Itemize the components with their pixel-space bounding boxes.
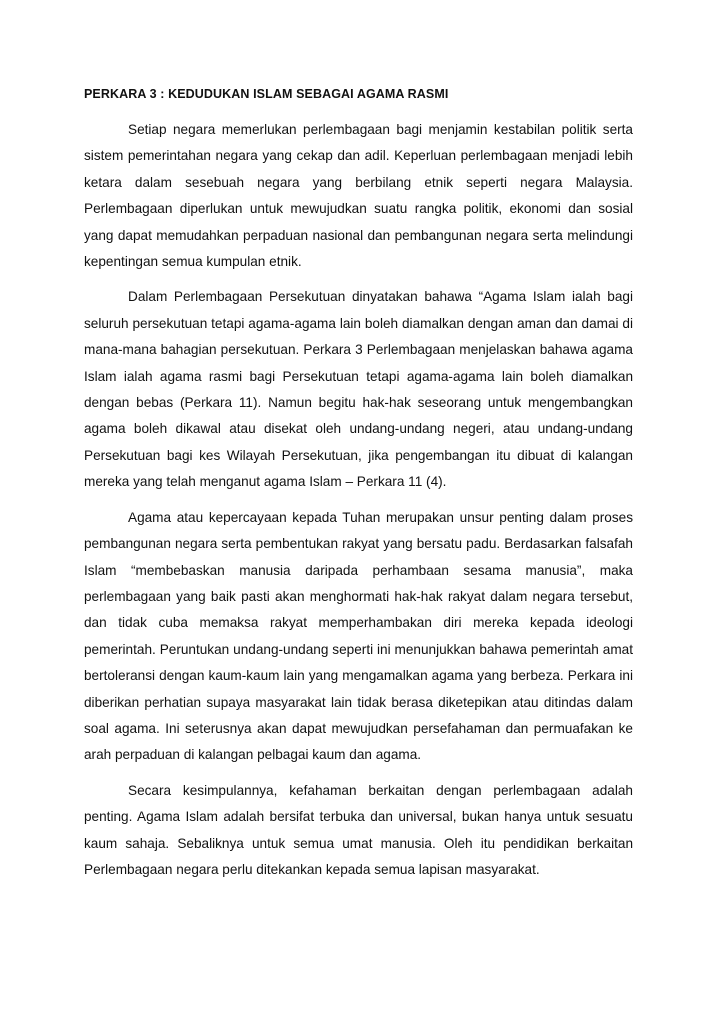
paragraph-introduction: Setiap negara memerlukan perlembagaan bagi menjamin kestabilan politik serta sistem pemerintahan negara yang cekap dan adil. Keperluan perlembagaan menjadi lebih ketara dalam sesebuah negara yang berbilang etnik seperti negara Malaysia. Perlembagaan diperlukan untuk mewujudkan suatu rangka politik, ekonomi dan sosial yang dapat memudahkan perpaduan nasional dan pembangunan negara serta melindungi kepentingan semua kumpulan etnik. <box>84 122 633 270</box>
document-body <box>84 85 633 892</box>
document-heading: PERKARA 3 : KEDUDUKAN ISLAM SEBAGAI AGAMA RASMI <box>84 87 449 101</box>
paragraph-religion-and-nation: Agama atau kepercayaan kepada Tuhan merupakan unsur penting dalam proses pembangunan negara serta pembentukan rakyat yang bersatu padu. Berdasarkan falsafah Islam “membebaskan manusia daripada perhambaan sesama manusia”, maka perlembagaan yang baik pasti akan menghormati hak-hak rakyat dalam negara tersebut, dan tidak cuba memaksa rakyat memperhambakan diri mereka kepada ideologi pemerintah. Peruntukan undang-undang seperti ini menunjukkan bahawa pemerintah amat bertoleransi dengan kaum-kaum lain yang mengamalkan agama yang berbeza. Perkara ini diberikan perhatian supaya masyarakat lain tidak berasa diketepikan atau ditindas dalam soal agama. Ini seterusnya akan dapat mewujudkan persefahaman dan permuafakan ke arah perpaduan di kalangan pelbagai kaum dan agama. <box>84 509 633 763</box>
paragraph-conclusion: Secara kesimpulannya, kefahaman berkaitan dengan perlembagaan adalah penting. Agama Islam adalah bersifat terbuka dan universal, bukan hanya untuk sesuatu kaum sahaja. Sebaliknya untuk semua umat manusia. Oleh itu pendidikan berkaitan Perlembagaan negara perlu ditekankan kepada semua lapisan masyarakat. <box>84 782 633 877</box>
paragraph-constitution-article-3: Dalam Perlembagaan Persekutuan dinyatakan bahawa “Agama Islam ialah bagi seluruh persekutuan tetapi agama-agama lain boleh diamalkan dengan aman dan damai di mana-mana bahagian persekutuan. Perkara 3 Perlembagaan menjelaskan bahawa agama Islam ialah agama rasmi bagi Persekutuan tetapi agama-agama lain boleh diamalkan dengan bebas (Perkara 11). Namun begitu hak-hak seseorang untuk mengembangkan agama boleh dikawal atau disekat oleh undang-undang negeri, atau undang-undang Persekutuan bagi kes Wilayah Persekutuan, jika pengembangan itu dibuat di kalangan mereka yang telah menganut agama Islam – Perkara 11 (4). <box>84 289 633 490</box>
